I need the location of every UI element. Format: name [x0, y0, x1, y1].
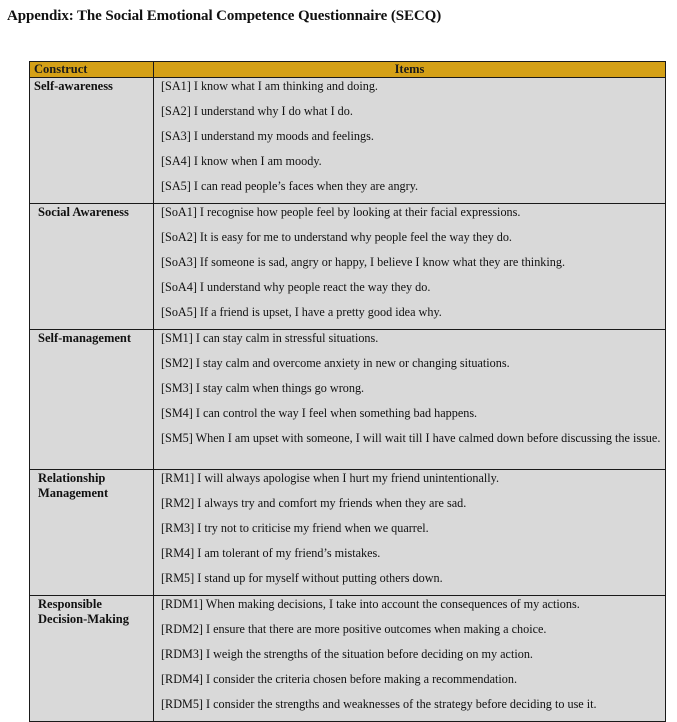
secq-table — [29, 61, 666, 722]
list-item: [RDM1] When making decisions, I take into account the consequences of my actions. — [161, 597, 580, 611]
list-item: [RM2] I always try and comfort my friends when they are sad. — [161, 496, 467, 510]
list-item: [SoA5] If a friend is upset, I have a pretty good idea why. — [161, 305, 442, 319]
list-item: [SA5] I can read people’s faces when they are angry. — [161, 179, 419, 193]
list-item: [SoA3] If someone is sad, angry or happy, I believe I know what they are thinking. — [161, 255, 566, 269]
list-item: [RM3] I try not to criticise my friend when we quarrel. — [161, 521, 429, 535]
list-item: [RDM3] I weigh the strengths of the situation before deciding on my action. — [161, 647, 533, 661]
table-row — [30, 330, 666, 470]
items-cell — [154, 596, 666, 722]
list-item: [RM4] I am tolerant of my friend’s mistakes. — [161, 546, 381, 560]
items-cell — [154, 470, 666, 596]
construct-cell: Self-awareness — [30, 78, 154, 204]
page-title: Appendix: The Social Emotional Competence Questionnaire (SECQ) — [7, 8, 442, 24]
items-cell — [154, 204, 666, 330]
list-item: [SM2] I stay calm and overcome anxiety in new or changing situations. — [161, 356, 510, 370]
list-item: [RDM4] I consider the criteria chosen before making a recommendation. — [161, 672, 518, 686]
items-cell — [154, 330, 666, 470]
list-item: [SM3] I stay calm when things go wrong. — [161, 381, 365, 395]
table-header-row — [30, 62, 666, 78]
construct-cell: Responsible Decision-Making — [30, 596, 154, 722]
items-column-header: Items — [154, 62, 666, 78]
construct-cell: Social Awareness — [30, 204, 154, 330]
list-item: [SoA2] It is easy for me to understand why people feel the way they do. — [161, 230, 512, 244]
table-row — [30, 204, 666, 330]
table-row — [30, 78, 666, 204]
items-cell — [154, 78, 666, 204]
list-item: [SM1] I can stay calm in stressful situations. — [161, 331, 379, 345]
list-item: [RM5] I stand up for myself without putting others down. — [161, 571, 443, 585]
list-item: [SA3] I understand my moods and feelings. — [161, 129, 374, 143]
list-item: [SA1] I know what I am thinking and doing. — [161, 79, 378, 93]
list-item: [SM4] I can control the way I feel when something bad happens. — [161, 406, 478, 420]
list-item: [RDM5] I consider the strengths and weaknesses of the strategy before deciding to use it. — [161, 697, 597, 711]
list-item: [SoA4] I understand why people react the way they do. — [161, 280, 431, 294]
construct-cell: Self-management — [30, 330, 154, 470]
table-row — [30, 470, 666, 596]
list-item: [SM5] When I am upset with someone, I will wait till I have calmed down before discussing the issue. — [161, 431, 661, 445]
construct-column-header: Construct — [30, 62, 154, 78]
table-row — [30, 596, 666, 722]
list-item: [RM1] I will always apologise when I hurt my friend unintentionally. — [161, 471, 500, 485]
list-item: [SoA1] I recognise how people feel by looking at their facial expressions. — [161, 205, 521, 219]
list-item: [RDM2] I ensure that there are more positive outcomes when making a choice. — [161, 622, 547, 636]
list-item: [SA2] I understand why I do what I do. — [161, 104, 353, 118]
list-item: [SA4] I know when I am moody. — [161, 154, 322, 168]
construct-cell: Relationship Management — [30, 470, 154, 596]
